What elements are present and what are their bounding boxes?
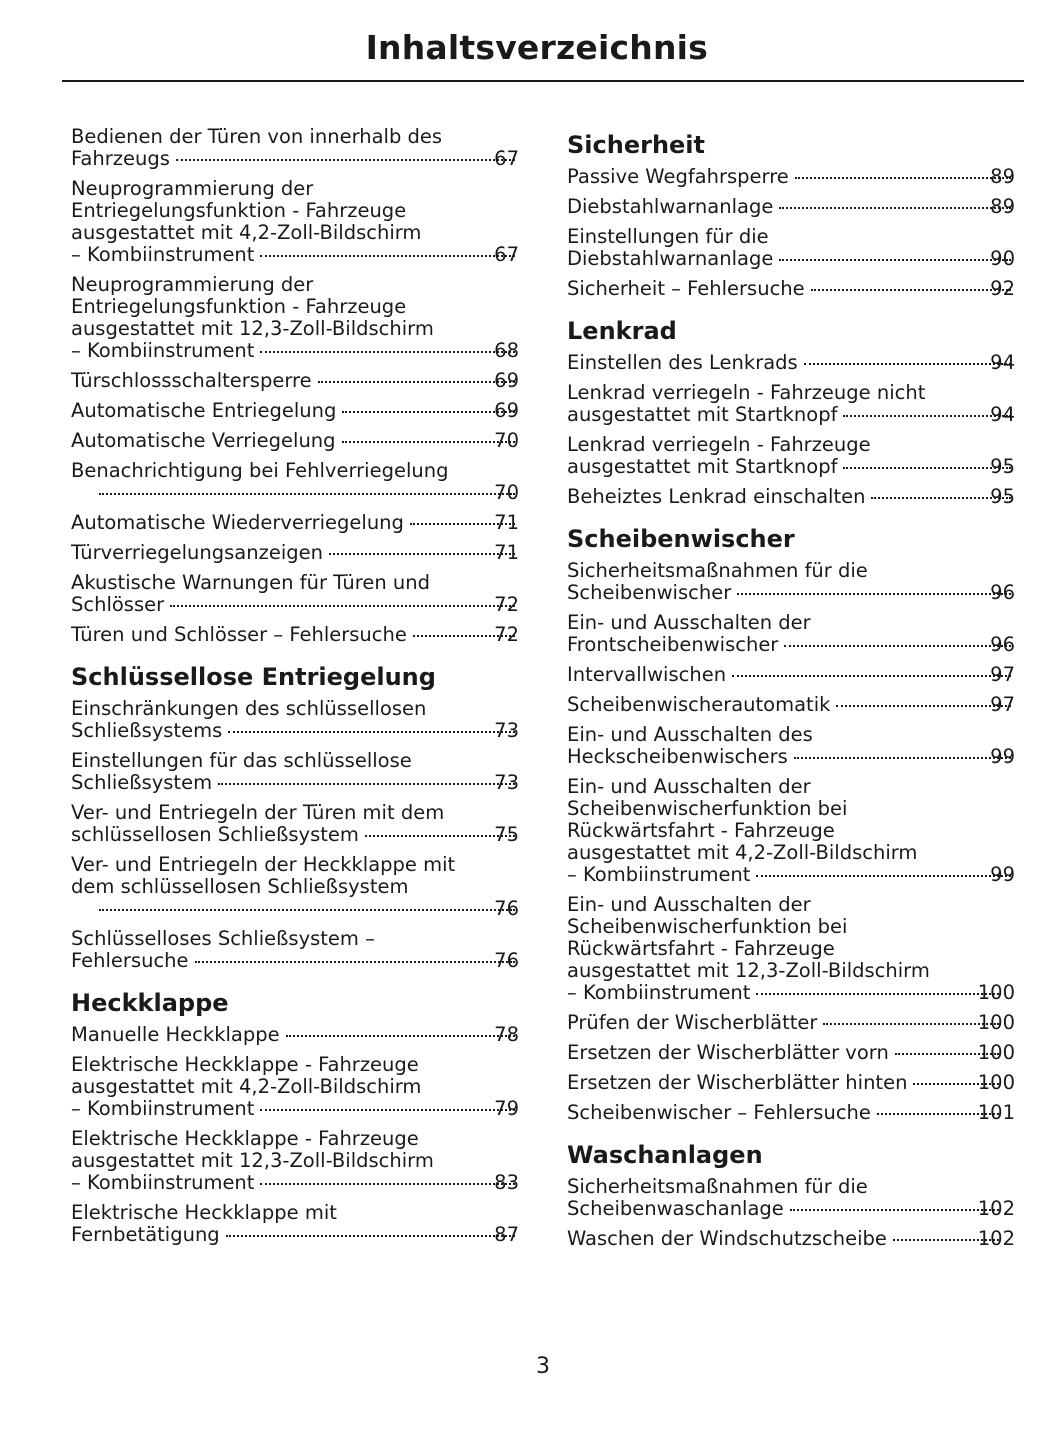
entry-page-number: 70	[494, 481, 519, 504]
entry-title-line: Scheibenwischerfunktion bei	[567, 797, 848, 820]
toc-entry[interactable]	[71, 1128, 519, 1194]
entry-page-number: 79	[494, 1097, 519, 1120]
toc-column-right	[567, 126, 1015, 1266]
entry-title-line: Scheibenwischer	[567, 581, 732, 604]
toc-entry[interactable]	[71, 126, 519, 170]
entry-title-line: schlüssellosen Schließsystem	[71, 823, 359, 846]
entry-page-number: 94	[990, 403, 1015, 426]
entry-title-line: Scheibenwischerautomatik	[567, 693, 831, 716]
entry-page-number: 69	[494, 369, 519, 392]
entry-last-line	[71, 339, 519, 362]
entry-last-line	[567, 581, 1015, 604]
toc-section	[567, 130, 1015, 300]
entry-title-line: Fernbetätigung	[71, 1223, 220, 1246]
entry-last-line	[567, 247, 1015, 270]
toc-entry[interactable]	[567, 1228, 1015, 1250]
entry-title-line: Einschränkungen des schlüssellosen	[71, 697, 427, 720]
dot-leader	[195, 961, 516, 963]
entry-page-number: 89	[990, 165, 1015, 188]
toc-section	[567, 524, 1015, 1124]
toc-entry[interactable]	[567, 1012, 1015, 1034]
entry-title-line: Benachrichtigung bei Fehlverriegelung	[71, 459, 449, 482]
toc-entry[interactable]	[567, 694, 1015, 716]
entry-last-line	[71, 1171, 519, 1194]
entry-title-line: Fahrzeugs	[71, 147, 170, 170]
entry-page-number: 73	[494, 719, 519, 742]
dot-leader	[318, 381, 516, 383]
entry-last-line	[567, 403, 1015, 426]
toc-entry[interactable]	[71, 400, 519, 422]
dot-leader	[286, 1035, 516, 1037]
dot-leader	[811, 289, 1012, 291]
entry-title-line: Schließsystems	[71, 719, 223, 742]
toc-entry[interactable]	[71, 178, 519, 266]
entry-page-number: 100	[977, 981, 1015, 1004]
toc-entry[interactable]	[567, 434, 1015, 478]
entry-title-line: Akustische Warnungen für Türen und	[71, 571, 430, 594]
toc-entry[interactable]	[567, 486, 1015, 508]
entry-last-line	[567, 1011, 1015, 1034]
entry-title-line: Ersetzen der Wischerblätter hinten	[567, 1071, 908, 1094]
entry-title-line: Frontscheibenwischer	[567, 633, 779, 656]
entry-title-line: Automatische Wiederverriegelung	[71, 511, 404, 534]
entry-page-number: 94	[990, 351, 1015, 374]
dot-leader	[260, 255, 515, 257]
entry-title-line: Ersetzen der Wischerblätter vorn	[567, 1041, 889, 1064]
toc-entry[interactable]	[71, 542, 519, 564]
toc-entry[interactable]	[567, 352, 1015, 374]
entry-title-line: Ein- und Ausschalten der	[567, 775, 811, 798]
toc-entry[interactable]	[567, 1102, 1015, 1124]
entry-page-number: 71	[494, 541, 519, 564]
entry-page-number: 76	[494, 897, 519, 920]
entry-last-line	[71, 623, 519, 646]
section-heading: Heckklappe	[71, 989, 229, 1017]
entry-title-line: Neuprogrammierung der	[71, 273, 314, 296]
dot-leader	[779, 207, 1011, 209]
toc-entry[interactable]	[567, 894, 1015, 1004]
toc-section	[71, 662, 519, 972]
entry-title-line: Rückwärtsfahrt - Fahrzeuge	[567, 937, 835, 960]
dot-leader	[895, 1053, 999, 1055]
dot-leader	[410, 523, 515, 525]
entry-page-number: 70	[494, 429, 519, 452]
entry-title-line: Waschen der Windschutzscheibe	[567, 1227, 887, 1250]
dot-leader	[329, 553, 515, 555]
toc-section	[567, 316, 1015, 508]
toc-entry[interactable]	[71, 512, 519, 534]
entry-title-line: Einstellungen für die	[567, 225, 769, 248]
entry-title-line: Einstellungen für das schlüssellose	[71, 749, 412, 772]
entry-page-number: 76	[494, 949, 519, 972]
entry-title-line: Schlösser	[71, 593, 165, 616]
entry-page-number: 99	[990, 745, 1015, 768]
entry-last-line	[71, 593, 519, 616]
entry-last-line	[71, 511, 519, 534]
section-heading: Lenkrad	[567, 317, 677, 345]
toc-entry[interactable]	[71, 460, 519, 504]
entry-page-number: 69	[494, 399, 519, 422]
entry-last-line	[567, 693, 1015, 716]
entry-last-line	[567, 1041, 1015, 1064]
entry-last-line	[71, 399, 519, 422]
toc-entry[interactable]	[567, 560, 1015, 604]
entry-last-line	[567, 1197, 1015, 1220]
entry-last-line	[567, 1071, 1015, 1094]
entry-title-line: Diebstahlwarnanlage	[567, 195, 774, 218]
entry-title-line: Entriegelungsfunktion - Fahrzeuge	[71, 199, 407, 222]
dot-leader	[823, 1023, 998, 1025]
entry-title-line: Elektrische Heckklappe - Fahrzeuge	[71, 1127, 419, 1150]
dot-leader	[99, 493, 515, 495]
dot-leader	[226, 1235, 515, 1237]
entry-title-line: Beheiztes Lenkrad einschalten	[567, 485, 866, 508]
dot-leader	[893, 1239, 999, 1241]
toc-column-left	[71, 126, 519, 1262]
entry-last-line	[567, 1227, 1015, 1250]
dot-leader	[784, 645, 1011, 647]
entry-title-line: – Kombiinstrument	[567, 981, 751, 1004]
toc-entry[interactable]	[71, 1024, 519, 1046]
toc-entry[interactable]	[567, 724, 1015, 768]
entry-title-line: Automatische Entriegelung	[71, 399, 337, 422]
entry-title-line: – Kombiinstrument	[71, 1171, 255, 1194]
dot-leader	[804, 363, 1011, 365]
entry-title-line: Scheibenwischerfunktion bei	[567, 915, 848, 938]
entry-page-number: 97	[990, 663, 1015, 686]
entry-last-line	[93, 898, 519, 920]
title-divider	[62, 80, 1024, 82]
toc-entry[interactable]	[71, 430, 519, 452]
dot-leader	[877, 1113, 999, 1115]
toc-entry[interactable]	[71, 750, 519, 794]
entry-page-number: 97	[990, 693, 1015, 716]
entry-page-number: 75	[494, 823, 519, 846]
dot-leader	[871, 497, 1011, 499]
entry-last-line	[567, 633, 1015, 656]
entry-last-line	[567, 277, 1015, 300]
entry-title-line: Ver- und Entriegeln der Heckklappe mit	[71, 853, 456, 876]
toc-entry[interactable]	[567, 1072, 1015, 1094]
entry-title-line: Elektrische Heckklappe mit	[71, 1201, 337, 1224]
entry-title-line: Rückwärtsfahrt - Fahrzeuge	[567, 819, 835, 842]
entry-last-line	[71, 1223, 519, 1246]
entry-last-line	[567, 663, 1015, 686]
toc-entry[interactable]	[567, 166, 1015, 188]
entry-title-line: – Kombiinstrument	[71, 243, 255, 266]
entry-last-line	[71, 1097, 519, 1120]
entry-last-line	[71, 147, 519, 170]
toc-entry[interactable]	[567, 612, 1015, 656]
entry-page-number: 78	[494, 1023, 519, 1046]
dot-leader	[413, 635, 515, 637]
toc-entry[interactable]	[567, 664, 1015, 686]
entry-title-line: – Kombiinstrument	[71, 1097, 255, 1120]
entry-page-number: 100	[977, 1011, 1015, 1034]
entry-title-line: – Kombiinstrument	[71, 339, 255, 362]
page-number: 3	[536, 1354, 550, 1379]
dot-leader	[913, 1083, 998, 1085]
dot-leader	[170, 605, 515, 607]
entry-title-line: Scheibenwischer – Fehlersuche	[567, 1101, 871, 1124]
entry-title-line: Ein- und Ausschalten des	[567, 723, 813, 746]
entry-last-line	[567, 863, 1015, 886]
entry-page-number: 100	[977, 1071, 1015, 1094]
section-heading: Scheibenwischer	[567, 525, 795, 553]
toc-entry[interactable]	[71, 624, 519, 646]
dot-leader	[737, 593, 1011, 595]
entry-title-line: ausgestattet mit 12,3-Zoll-Bildschirm	[567, 959, 930, 982]
entry-last-line	[71, 369, 519, 392]
toc-entry[interactable]	[567, 1176, 1015, 1220]
entry-page-number: 101	[977, 1101, 1015, 1124]
entry-title-line: Ein- und Ausschalten der	[567, 893, 811, 916]
dot-leader	[99, 909, 515, 911]
toc-entry[interactable]	[71, 1054, 519, 1120]
toc-section	[71, 988, 519, 1246]
entry-title-line: Passive Wegfahrsperre	[567, 165, 789, 188]
entry-title-line: ausgestattet mit 4,2-Zoll-Bildschirm	[71, 221, 422, 244]
page-title: Inhaltsverzeichnis	[365, 28, 708, 67]
entry-title-line: Prüfen der Wischerblätter	[567, 1011, 818, 1034]
entry-title-line: ausgestattet mit 4,2-Zoll-Bildschirm	[71, 1075, 422, 1098]
entry-title-line: Diebstahlwarnanlage	[567, 247, 774, 270]
toc-entry[interactable]	[71, 928, 519, 972]
entry-page-number: 83	[494, 1171, 519, 1194]
entry-last-line	[567, 981, 1015, 1004]
dot-leader	[843, 415, 1011, 417]
dot-leader	[790, 1209, 999, 1211]
entry-page-number: 99	[990, 863, 1015, 886]
entry-title-line: ausgestattet mit 12,3-Zoll-Bildschirm	[71, 1149, 434, 1172]
entry-title-line: Intervallwischen	[567, 663, 727, 686]
entry-last-line	[567, 195, 1015, 218]
dot-leader	[843, 467, 1011, 469]
entry-page-number: 96	[990, 633, 1015, 656]
entry-title-line: Heckscheibenwischers	[567, 745, 788, 768]
entry-title-line: ausgestattet mit Startknopf	[567, 403, 838, 426]
toc-section	[567, 1140, 1015, 1250]
entry-page-number: 72	[494, 623, 519, 646]
entry-page-number: 71	[494, 511, 519, 534]
toc-entry[interactable]	[71, 572, 519, 616]
toc-entry[interactable]	[567, 226, 1015, 270]
entry-last-line	[71, 949, 519, 972]
dot-leader	[342, 411, 515, 413]
entry-title-line: Lenkrad verriegeln - Fahrzeuge	[567, 433, 871, 456]
entry-page-number: 102	[977, 1227, 1015, 1250]
entry-page-number: 68	[494, 339, 519, 362]
entry-last-line	[567, 165, 1015, 188]
entry-title-line: ausgestattet mit 4,2-Zoll-Bildschirm	[567, 841, 918, 864]
toc-entry[interactable]	[71, 370, 519, 392]
toc-entry[interactable]	[567, 196, 1015, 218]
dot-leader	[218, 783, 515, 785]
entry-last-line	[71, 541, 519, 564]
entry-title-line: Ver- und Entriegeln der Türen mit dem	[71, 801, 445, 824]
toc-entry[interactable]	[71, 802, 519, 846]
entry-page-number: 90	[990, 247, 1015, 270]
entry-title-line: Türschlossschaltersperre	[71, 369, 312, 392]
entry-last-line	[567, 485, 1015, 508]
entry-last-line	[71, 823, 519, 846]
entry-title-line: Lenkrad verriegeln - Fahrzeuge nicht	[567, 381, 926, 404]
entry-title-line: dem schlüssellosen Schließsystem	[71, 875, 409, 898]
entry-last-line	[71, 719, 519, 742]
entry-title-line: ausgestattet mit Startknopf	[567, 455, 838, 478]
toc-section	[71, 126, 519, 646]
entry-title-line: Scheibenwaschanlage	[567, 1197, 784, 1220]
dot-leader	[365, 835, 515, 837]
entry-title-line: Manuelle Heckklappe	[71, 1023, 280, 1046]
entry-page-number: 95	[990, 485, 1015, 508]
dot-leader	[732, 675, 1011, 677]
dot-leader	[260, 1183, 515, 1185]
entry-title-line: Türverriegelungsanzeigen	[71, 541, 323, 564]
entry-last-line	[71, 1023, 519, 1046]
entry-page-number: 67	[494, 243, 519, 266]
entry-title-line: Sicherheit – Fehlersuche	[567, 277, 805, 300]
dot-leader	[779, 259, 1011, 261]
entry-page-number: 96	[990, 581, 1015, 604]
entry-page-number: 87	[494, 1223, 519, 1246]
entry-last-line	[567, 745, 1015, 768]
toc-entry[interactable]	[567, 278, 1015, 300]
entry-page-number: 102	[977, 1197, 1015, 1220]
entry-title-line: Sicherheitsmaßnahmen für die	[567, 1175, 868, 1198]
toc-entry[interactable]	[71, 698, 519, 742]
entry-title-line: Entriegelungsfunktion - Fahrzeuge	[71, 295, 407, 318]
entry-title-line: Fehlersuche	[71, 949, 189, 972]
entry-last-line	[567, 351, 1015, 374]
entry-page-number: 72	[494, 593, 519, 616]
entry-title-line: Türen und Schlösser – Fehlersuche	[71, 623, 407, 646]
dot-leader	[795, 177, 1011, 179]
entry-title-line: Bedienen der Türen von innerhalb des	[71, 125, 443, 148]
section-heading: Waschanlagen	[567, 1141, 763, 1169]
dot-leader	[836, 705, 1011, 707]
section-heading: Schlüssellose Entriegelung	[71, 663, 436, 691]
entry-last-line	[71, 429, 519, 452]
dot-leader	[756, 875, 1011, 877]
toc-entry[interactable]	[567, 776, 1015, 886]
dot-leader	[260, 1109, 515, 1111]
dot-leader	[260, 351, 515, 353]
entry-page-number: 100	[977, 1041, 1015, 1064]
entry-page-number: 73	[494, 771, 519, 794]
toc-entry[interactable]	[71, 274, 519, 362]
entry-page-number: 92	[990, 277, 1015, 300]
entry-title-line: Neuprogrammierung der	[71, 177, 314, 200]
entry-page-number: 95	[990, 455, 1015, 478]
entry-title-line: Schlüsselloses Schließsystem –	[71, 927, 375, 950]
entry-title-line: Sicherheitsmaßnahmen für die	[567, 559, 868, 582]
entry-title-line: Ein- und Ausschalten der	[567, 611, 811, 634]
entry-title-line: ausgestattet mit 12,3-Zoll-Bildschirm	[71, 317, 434, 340]
entry-page-number: 67	[494, 147, 519, 170]
toc-entry[interactable]	[71, 854, 519, 920]
entry-last-line	[93, 482, 519, 504]
entry-page-number: 89	[990, 195, 1015, 218]
dot-leader	[756, 993, 998, 995]
dot-leader	[342, 441, 516, 443]
entry-last-line	[567, 1101, 1015, 1124]
entry-last-line	[71, 771, 519, 794]
entry-title-line: Automatische Verriegelung	[71, 429, 336, 452]
dot-leader	[228, 731, 515, 733]
dot-leader	[794, 757, 1011, 759]
entry-title-line: – Kombiinstrument	[567, 863, 751, 886]
toc-entry[interactable]	[567, 1042, 1015, 1064]
toc-entry[interactable]	[71, 1202, 519, 1246]
entry-title-line: Elektrische Heckklappe - Fahrzeuge	[71, 1053, 419, 1076]
toc-entry[interactable]	[567, 382, 1015, 426]
entry-title-line: Schließsystem	[71, 771, 213, 794]
entry-title-line: Einstellen des Lenkrads	[567, 351, 798, 374]
section-heading: Sicherheit	[567, 131, 705, 159]
dot-leader	[176, 159, 515, 161]
entry-last-line	[567, 455, 1015, 478]
entry-last-line	[71, 243, 519, 266]
